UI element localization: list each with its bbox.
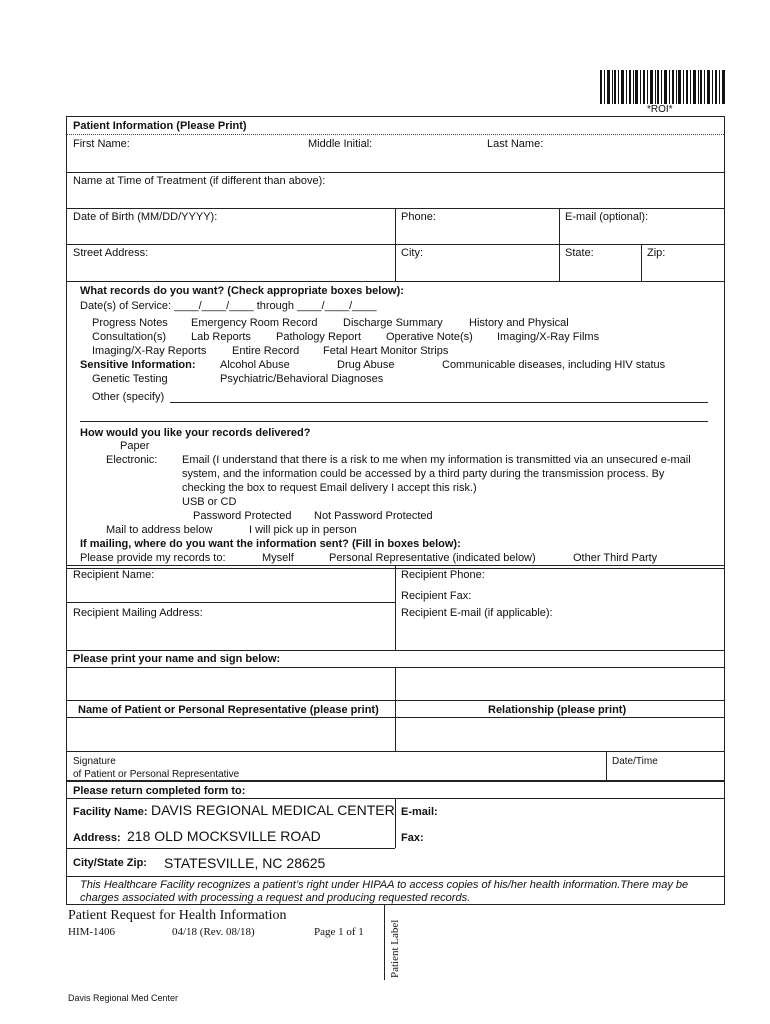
record-option[interactable]: Progress Notes [92, 317, 168, 329]
delivery-password-protected[interactable]: Password Protected [193, 510, 292, 522]
print-name-label: Name of Patient or Personal Representative (please print) [78, 704, 379, 716]
sensitive-label: Sensitive Information: [80, 359, 196, 371]
delivery-paper[interactable]: Paper [120, 440, 150, 452]
records-title: What records do you want? (Check appropriate boxes below): [80, 285, 404, 297]
provide-to-label: Please provide my records to: [80, 552, 226, 564]
form-code: HIM-1406 [68, 926, 116, 938]
provide-myself[interactable]: Myself [262, 552, 294, 564]
patient-info-title: Patient Information (Please Print) [73, 120, 247, 132]
delivery-email-option[interactable]: Email (I understand that there is a risk to me when my information is transmitted via an unsecured e-mail [182, 454, 691, 466]
recipient-address-label[interactable]: Recipient Mailing Address: [73, 607, 203, 619]
page-number: Page 1 of 1 [314, 926, 364, 938]
street-label[interactable]: Street Address: [73, 247, 149, 259]
record-option[interactable]: Lab Reports [191, 331, 251, 343]
facility-address-label: Address: [73, 832, 121, 844]
form-title: Patient Request for Health Information [68, 908, 287, 923]
phone-label[interactable]: Phone: [401, 211, 436, 223]
provide-personal-rep[interactable]: Personal Representative (indicated below) [329, 552, 536, 564]
record-option[interactable]: Entire Record [232, 345, 300, 357]
recipient-name-label[interactable]: Recipient Name: [73, 569, 155, 581]
record-option[interactable]: Imaging/X-Ray Reports [92, 345, 207, 357]
record-option[interactable]: Discharge Summary [343, 317, 443, 329]
signature-section-title: Please print your name and sign below: [73, 653, 281, 665]
relationship-label: Relationship (please print) [488, 704, 627, 716]
email-label[interactable]: E-mail (optional): [565, 211, 649, 223]
signature-label[interactable]: Signature [73, 756, 116, 767]
delivery-email-text: system, and the information could be accessed by a third party during the transmission process. By [182, 468, 665, 480]
record-option[interactable]: Operative Note(s) [386, 331, 473, 343]
sensitive-option[interactable]: Psychiatric/Behavioral Diagnoses [220, 373, 384, 385]
recipient-fax-label[interactable]: Recipient Fax: [401, 590, 472, 602]
record-option[interactable]: Pathology Report [276, 331, 361, 343]
facility-email-label: E-mail: [401, 806, 438, 818]
facility-address-value: 218 OLD MOCKSVILLE ROAD [127, 828, 321, 844]
record-option[interactable]: Imaging/X-Ray Films [497, 331, 600, 343]
name-at-treatment-label[interactable]: Name at Time of Treatment (if different than above): [73, 175, 326, 187]
facility-city-value: STATESVILLE, NC 28625 [164, 855, 326, 871]
record-option[interactable]: History and Physical [469, 317, 569, 329]
delivery-electronic-label: Electronic: [106, 454, 158, 466]
sensitive-option[interactable]: Alcohol Abuse [220, 359, 290, 371]
barcode-image [600, 70, 726, 104]
form-date: 04/18 (Rev. 08/18) [172, 926, 255, 938]
record-option[interactable]: Fetal Heart Monitor Strips [323, 345, 449, 357]
mailing-title: If mailing, where do you want the information sent? (Fill in boxes below): [80, 538, 461, 550]
patient-label-text: Patient Label [389, 919, 401, 978]
sensitive-option[interactable]: Genetic Testing [92, 373, 168, 385]
facility-name-label: Facility Name: [73, 806, 148, 818]
delivery-title: How would you like your records delivered? [80, 427, 311, 439]
delivery-usb[interactable]: USB or CD [182, 496, 237, 508]
dob-label[interactable]: Date of Birth (MM/DD/YYYY): [73, 211, 218, 223]
delivery-not-password-protected[interactable]: Not Password Protected [314, 510, 433, 522]
state-label[interactable]: State: [565, 247, 594, 259]
record-option[interactable]: Consultation(s) [92, 331, 166, 343]
signature-sublabel: of Patient or Personal Representative [73, 769, 240, 780]
provide-third-party[interactable]: Other Third Party [573, 552, 658, 564]
other-specify-label[interactable]: Other (specify) [92, 391, 165, 403]
facility-short-name: Davis Regional Med Center [68, 993, 179, 1003]
facility-city-label: City/State Zip: [73, 857, 147, 869]
recipient-email-label[interactable]: Recipient E-mail (if applicable): [401, 607, 553, 619]
recipient-phone-label[interactable]: Recipient Phone: [401, 569, 485, 581]
hipaa-notice: This Healthcare Facility recognizes a patient’s right under HIPAA to access copies of his/her health information.There may be [80, 879, 689, 891]
first-name-label[interactable]: First Name: [73, 138, 130, 150]
city-label[interactable]: City: [401, 247, 423, 259]
dates-of-service[interactable]: Date(s) of Service: ____/____/____ through ____/____/____ [80, 300, 377, 312]
sensitive-option[interactable]: Communicable diseases, including HIV status [442, 359, 666, 371]
hipaa-notice-2: charges associated with processing a request and producing requested records. [80, 892, 471, 904]
delivery-pickup[interactable]: I will pick up in person [249, 524, 357, 536]
zip-label[interactable]: Zip: [647, 247, 666, 259]
facility-name-value: DAVIS REGIONAL MEDICAL CENTER [151, 802, 395, 818]
record-option[interactable]: Emergency Room Record [191, 317, 318, 329]
datetime-label[interactable]: Date/Time [612, 756, 658, 767]
return-title: Please return completed form to: [73, 785, 246, 797]
middle-initial-label[interactable]: Middle Initial: [308, 138, 373, 150]
delivery-mail[interactable]: Mail to address below [106, 524, 213, 536]
sensitive-option[interactable]: Drug Abuse [337, 359, 395, 371]
delivery-email-text: checking the box to request Email delivery I accept this risk.) [182, 482, 477, 494]
barcode-label: *ROI* [647, 104, 673, 115]
facility-fax-label: Fax: [401, 832, 424, 844]
last-name-label[interactable]: Last Name: [487, 138, 544, 150]
